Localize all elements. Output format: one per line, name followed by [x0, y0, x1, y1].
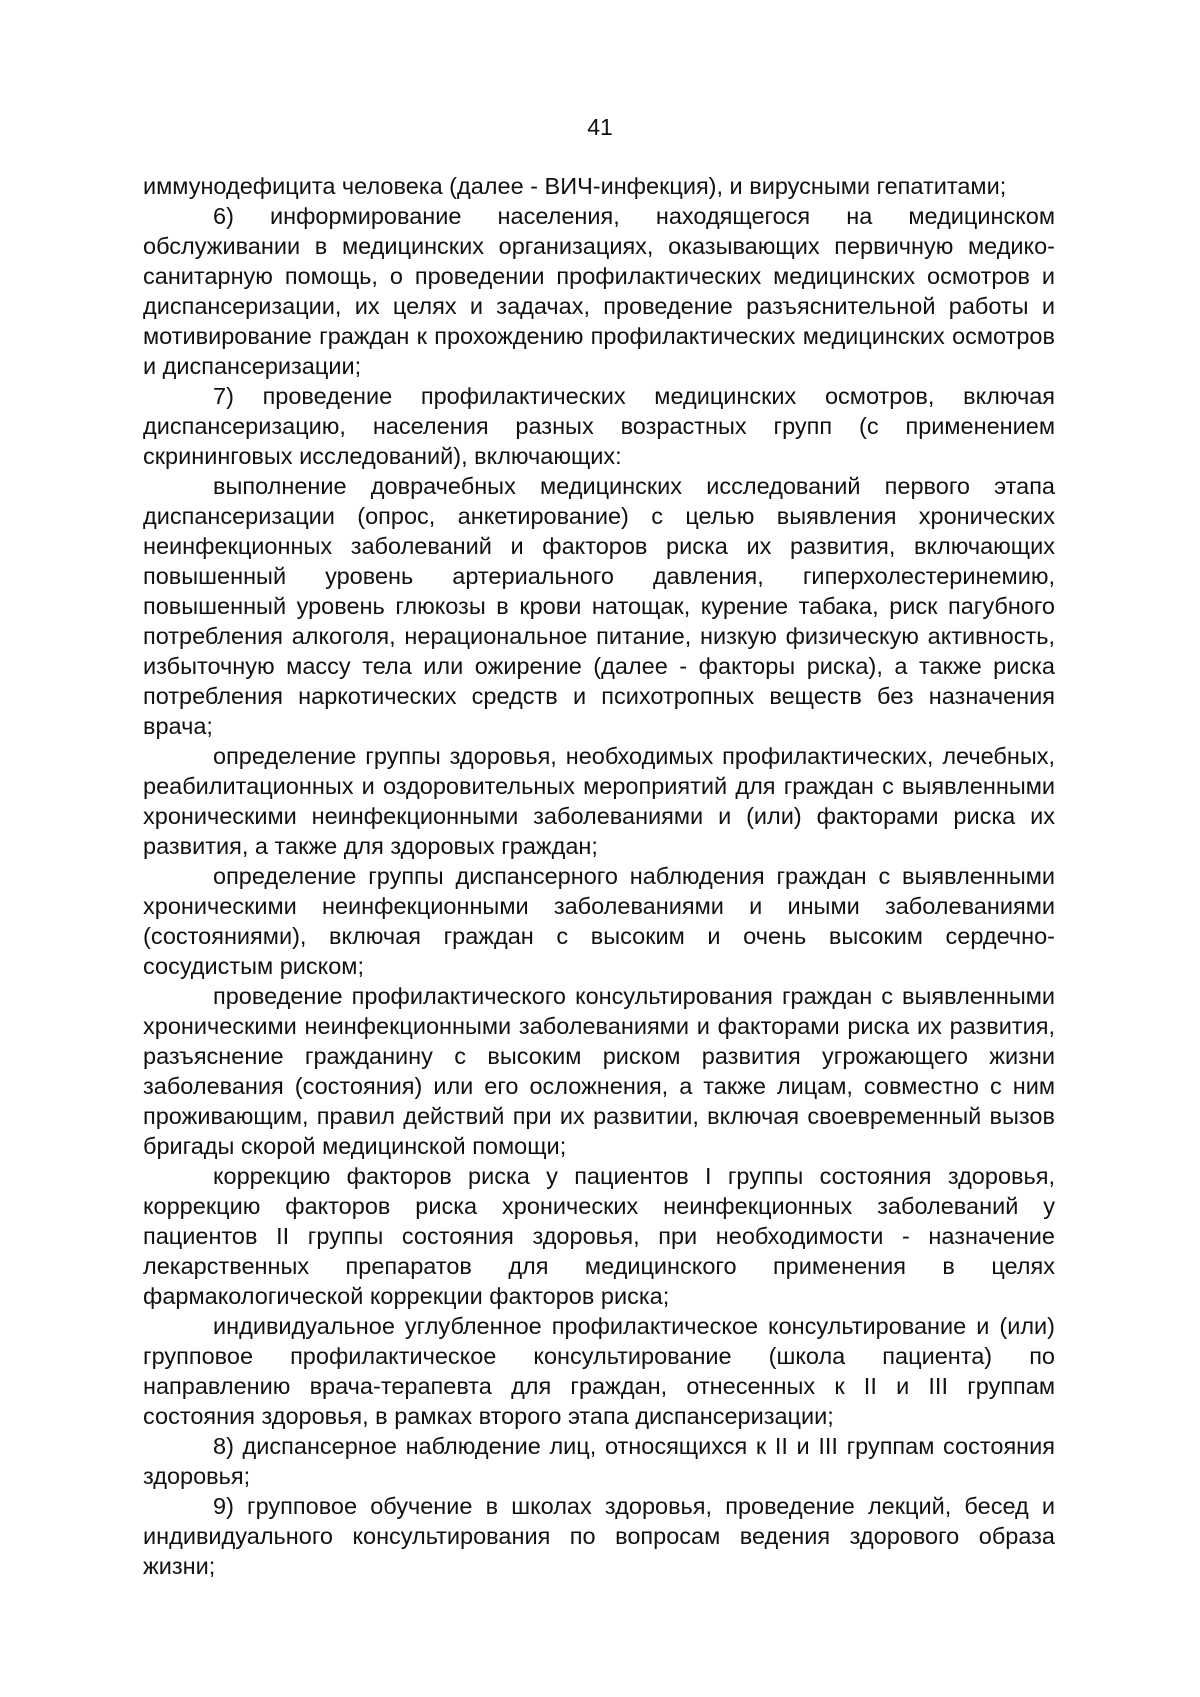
paragraph: выполнение доврачебных медицинских исследований первого этапа диспансеризации (опрос, анкетирование) с целью выявления хронических неинфекционных заболеваний и факторов риска их развития, включающих повышенный уровень артериального давления, гиперхолестеринемию, повышенный уровень глюкозы в крови натощак, курение табака, риск пагубного потребления алкоголя, нерациональное питание, низкую физическую активность, избыточную массу тела или ожирение (далее - факторы риска), а также риска потребления наркотических средств и психотропных веществ без назначения врача;	[143, 473, 1055, 739]
paragraph: определение группы диспансерного наблюдения граждан с выявленными хроническими неинфекционными заболеваниями и иными заболеваниями (состояниями), включая граждан с высоким и очень высоким сердечно-сосудистым риском;	[143, 863, 1055, 979]
paragraph: определение группы здоровья, необходимых профилактических, лечебных, реабилитационных и оздоровительных мероприятий для граждан с выявленными хроническими неинфекционными заболеваниями и (или) факторами риска их развития, а также для здоровых граждан;	[143, 743, 1055, 859]
paragraph: 7) проведение профилактических медицинских осмотров, включая диспансеризацию, населения разных возрастных групп (с применением скрининговых исследований), включающих:	[143, 383, 1055, 469]
paragraph: 8) диспансерное наблюдение лиц, относящихся к II и III группам состояния здоровья;	[143, 1433, 1055, 1489]
paragraph: проведение профилактического консультирования граждан с выявленными хроническими неинфекционными заболеваниями и факторами риска их развития, разъяснение гражданину с высоким риском развития угрожающего жизни заболевания (состояния) или его осложнения, а также лицам, совместно с ним проживающим, правил действий при их развитии, включая своевременный вызов бригады скорой медицинской помощи;	[143, 983, 1055, 1159]
paragraph: коррекцию факторов риска у пациентов I группы состояния здоровья, коррекцию факторов риска хронических неинфекционных заболеваний у пациентов II группы состояния здоровья, при необходимости - назначение лекарственных препаратов для медицинского применения в целях фармакологической коррекции факторов риска;	[143, 1163, 1055, 1309]
document-body	[143, 171, 1055, 1581]
page-number: 41	[587, 114, 613, 140]
paragraph: иммунодефицита человека (далее - ВИЧ-инфекция), и вирусными гепатитами;	[143, 173, 1007, 199]
paragraph: индивидуальное углубленное профилактическое консультирование и (или) групповое профилактическое консультирование (школа пациента) по направлению врача-терапевта для граждан, отнесенных к II и III группам состояния здоровья, в рамках второго этапа диспансеризации;	[143, 1313, 1055, 1429]
paragraph: 9) групповое обучение в школах здоровья, проведение лекций, бесед и индивидуального консультирования по вопросам ведения здорового образа жизни;	[143, 1493, 1055, 1579]
paragraph: 6) информирование населения, находящегося на медицинском обслуживании в медицинских организациях, оказывающих первичную медико-санитарную помощь, о проведении профилактических медицинских осмотров и диспансеризации, их целях и задачах, проведение разъяснительной работы и мотивирование граждан к прохождению профилактических медицинских осмотров и диспансеризации;	[143, 203, 1055, 379]
